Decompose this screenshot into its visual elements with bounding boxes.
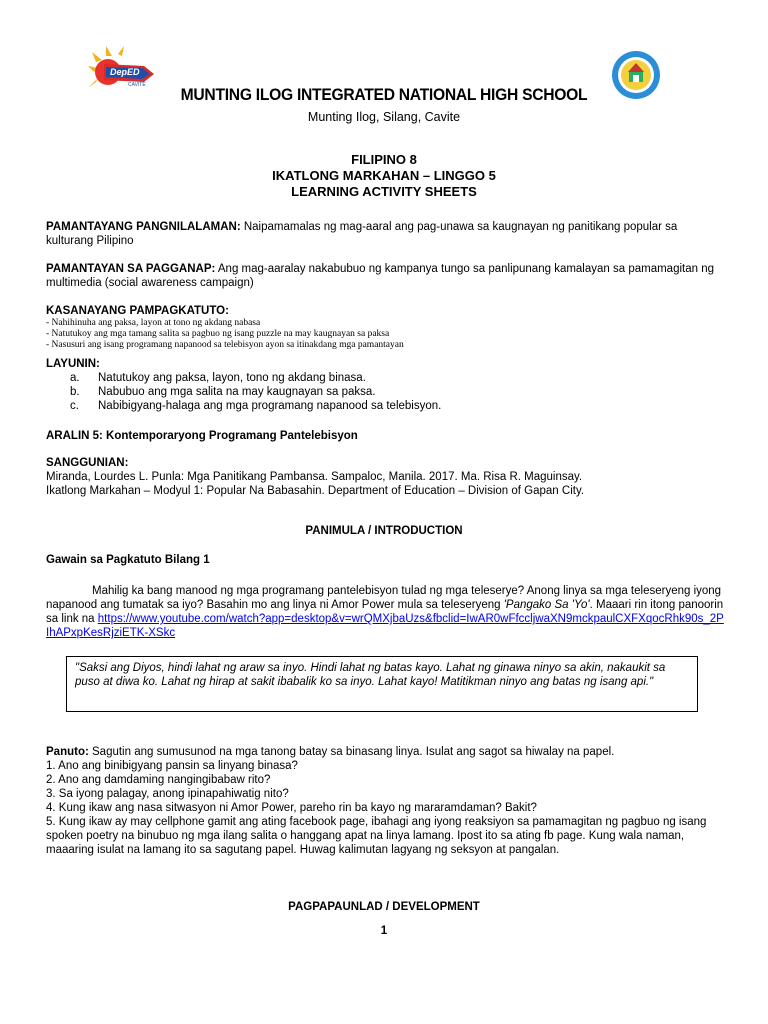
content-standard-label: PAMANTAYANG PANGNILALAMAN: xyxy=(46,221,241,233)
question-item: 4. Kung ikaw ang nasa sitwasyon ni Amor Power, pareho rin ba kayo ng mararamdaman? Bakit? xyxy=(46,802,537,814)
reference-line: Ikatlong Markahan – Modyul 1: Popular Na Babasahin. Department of Education – Division of Gapan City. xyxy=(46,485,585,497)
instructions xyxy=(46,745,726,857)
intro-text-2: . Maaari rin itong panoorin sa link na xyxy=(46,599,724,625)
school-name: MUNTING ILOG INTEGRATED NATIONAL HIGH SCHOOL xyxy=(180,85,588,104)
instructions-label: Panuto: xyxy=(46,746,89,758)
intro-text: Mahilig ka bang manood ng mga programang pantelebisyon tulad ng mga teleserye? Anong linya sa mga teleseryeng iyong napanood ang tumatak sa iyo? Basahin mo ang linya ni Amor Power mula sa teleseryeng xyxy=(46,585,722,611)
competencies xyxy=(46,304,726,351)
objective-item xyxy=(46,385,726,399)
development-heading: PAGPAPAUNLAD / DEVELOPMENT xyxy=(288,901,480,913)
school-address: Munting Ilog, Silang, Cavite xyxy=(307,110,461,124)
objective-item xyxy=(46,371,726,385)
objectives-list xyxy=(46,371,726,413)
objective-marker: a. xyxy=(70,372,80,384)
instructions-text: Sagutin ang sumusunod na mga tanong batay sa binasang linya. Isulat ang sagot sa hiwalay na papel. xyxy=(88,746,615,758)
quote-box: "Saksi ang Diyos, hindi lahat ng araw sa inyo. Hindi lahat ng batas kayo. Lahat ng ginawa ninyo sa akin, nakaukit sa puso at diwa ko. Lahat ng hirap at sakit ibabalik ko sa inyo. Lahat kayo! Matitikman ninyo ang batas ng isang api." xyxy=(66,656,698,712)
quarter-week-title: IKATLONG MARKAHAN – LINGGO 5 xyxy=(272,168,496,183)
objective-text: Nabubuo ang mga salita na may kaugnayan sa paksa. xyxy=(98,386,376,398)
lesson-title: ARALIN 5: Kontemporaryong Programang Pantelebisyon xyxy=(46,430,358,442)
content-standard-text: Naipamamalas ng mag-aaral ang pag-unawa sa kaugnayan ng panitikang popular sa kulturang Pilipino xyxy=(46,221,678,247)
performance-standard xyxy=(46,262,726,290)
objective-text: Nabibigyang-halaga ang mga programang napanood sa telebisyon. xyxy=(98,400,442,412)
reference-line: Miranda, Lourdes L. Punla: Mga Panitikang Pambansa. Sampaloc, Manila. 2017. Ma. Risa R. Maguinsay. xyxy=(46,471,583,483)
references xyxy=(46,456,726,498)
question-item: 5. Kung ikaw ay may cellphone gamit ang ating facebook page, ibahagi ang iyong reaksiyon sa pamamagitan ng pagbuo ng isang spoken poetry na binubuo ng mga ilang salita o hanggang apat na linya lamang. Ipost ito sa ating fb page. Kung wala naman, maaaring isulat na lamang ito sa sagutang papel. Huwag kalimutan lagyang ng seksyon at pangalan. xyxy=(46,816,707,856)
activity-heading: Gawain sa Pagkatuto Bilang 1 xyxy=(46,554,210,566)
youtube-link[interactable]: https://www.youtube.com/watch?app=desktop&v=wrQMXjbaUzs&fbclid=IwAR0wFfccljwaXN9mckpaulCXFXqocRhk90s_2PIhAPxpKesRjziETK-XSkc xyxy=(46,613,724,639)
subject-title: FILIPINO 8 xyxy=(351,152,417,167)
competency-item: - Natutukoy ang mga tamang salita sa pagbuo ng isang puzzle na may kaugnayan sa paksa xyxy=(46,329,390,339)
references-label: SANGGUNIAN: xyxy=(46,457,129,469)
page-number: 1 xyxy=(380,925,388,937)
introduction-heading: PANIMULA / INTRODUCTION xyxy=(305,525,463,537)
performance-standard-text: Ang mag-aaralay nakabubuo ng kampanya tungo sa panlipunang kamalayan sa pamamagitan ng multimedia (social awareness campaign) xyxy=(46,263,715,289)
performance-standard-label: PAMANTAYAN SA PAGGANAP: xyxy=(46,263,216,275)
question-item: 3. Sa iyong palagay, anong ipinapahiwatig nito? xyxy=(46,788,289,800)
sheet-title: LEARNING ACTIVITY SHEETS xyxy=(291,184,477,199)
svg-text:DepED: DepED xyxy=(110,67,140,77)
objectives-label: LAYUNIN: xyxy=(46,358,100,370)
competency-item: - Nahihinuha ang paksa, layon at tono ng akdang nabasa xyxy=(46,318,261,328)
objective-text: Natutukoy ang paksa, layon, tono ng akdang binasa. xyxy=(98,372,366,384)
objective-marker: c. xyxy=(70,400,79,412)
question-item: 1. Ano ang binibigyang pansin sa linyang binasa? xyxy=(46,760,298,772)
document-titles xyxy=(0,152,768,200)
competencies-label: KASANAYANG PAMPAGKATUTO: xyxy=(46,305,229,317)
competency-item: - Nasusuri ang isang programang napanood sa telebisyon ayon sa itinakdang mga pamantayan xyxy=(46,340,404,350)
objectives xyxy=(46,357,726,413)
objective-item xyxy=(46,399,726,413)
intro-paragraph xyxy=(46,584,726,640)
content-standard xyxy=(46,220,726,248)
svg-text:CAVITE: CAVITE xyxy=(128,82,146,88)
objective-marker: b. xyxy=(70,386,80,398)
question-item: 2. Ano ang damdaming nangingibabaw rito? xyxy=(46,774,271,786)
show-title: 'Pangako Sa 'Yo' xyxy=(503,599,590,611)
instructions-line xyxy=(46,745,726,759)
